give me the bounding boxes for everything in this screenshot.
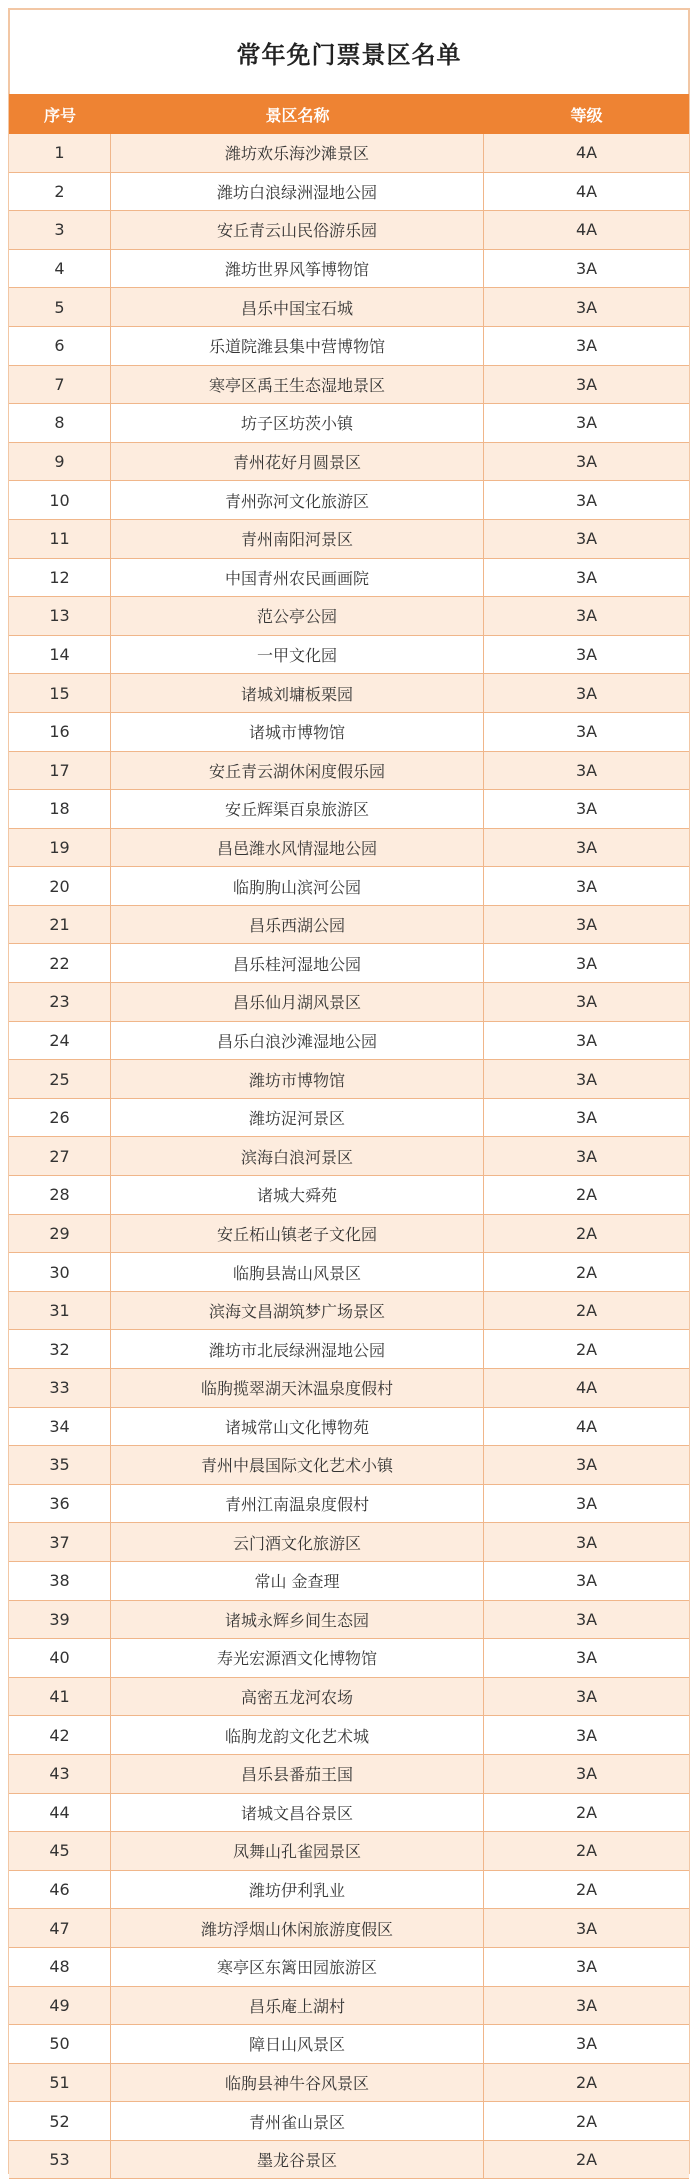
row-index: 47 <box>9 1909 111 1947</box>
row-index: 22 <box>9 944 111 982</box>
row-index: 28 <box>9 1176 111 1214</box>
row-index: 14 <box>9 636 111 674</box>
table-row <box>9 790 689 829</box>
row-level: 3A <box>575 837 598 857</box>
row-level: 3A <box>575 452 598 472</box>
row-index: 20 <box>9 867 111 905</box>
row-scenic-name: 昌乐县番茄王国 <box>111 1755 484 1793</box>
table-row <box>9 1678 689 1717</box>
table-row <box>9 1832 689 1871</box>
row-scenic-name: 诸城大舜苑 <box>111 1176 484 1214</box>
row-index: 12 <box>9 559 111 597</box>
row-scenic-name: 青州江南温泉度假村 <box>111 1485 484 1523</box>
row-level: 3A <box>575 1069 598 1089</box>
table-row <box>9 327 689 366</box>
row-index: 37 <box>9 1523 111 1561</box>
column-header-index: 序号 <box>43 105 76 125</box>
row-index: 13 <box>9 597 111 635</box>
row-scenic-name: 常山 金查理 <box>111 1562 484 1600</box>
table-row <box>9 481 689 520</box>
row-scenic-name: 一甲文化园 <box>111 636 484 674</box>
table-row <box>9 636 689 675</box>
row-level: 3A <box>575 1687 598 1707</box>
row-scenic-name: 青州南阳河景区 <box>111 520 484 558</box>
row-scenic-name: 潍坊白浪绿洲湿地公园 <box>111 173 484 211</box>
row-scenic-name: 青州弥河文化旅游区 <box>111 481 484 519</box>
row-index: 50 <box>9 2025 111 2063</box>
column-header-level: 等级 <box>570 105 603 125</box>
row-index: 35 <box>9 1446 111 1484</box>
row-scenic-name: 诸城常山文化博物苑 <box>111 1408 484 1446</box>
row-scenic-name: 安丘柘山镇老子文化园 <box>111 1215 484 1253</box>
row-scenic-name: 云门酒文化旅游区 <box>111 1523 484 1561</box>
row-scenic-name: 高密五龙河农场 <box>111 1678 484 1716</box>
row-level: 3A <box>575 1918 598 1938</box>
row-index: 21 <box>9 906 111 944</box>
row-level: 3A <box>575 799 598 819</box>
table-row <box>9 2141 689 2180</box>
table-row <box>9 867 689 906</box>
row-scenic-name: 寒亭区禹王生态湿地景区 <box>111 366 484 404</box>
row-level: 2A <box>575 2150 598 2170</box>
table-row <box>9 366 689 405</box>
row-scenic-name: 诸城市博物馆 <box>111 713 484 751</box>
table-row <box>9 1215 689 1254</box>
row-level: 3A <box>575 1030 598 1050</box>
row-level: 3A <box>575 1957 598 1977</box>
row-level: 3A <box>575 1725 598 1745</box>
row-scenic-name: 潍坊市北辰绿洲湿地公园 <box>111 1330 484 1368</box>
row-scenic-name: 乐道院潍县集中营博物馆 <box>111 327 484 365</box>
row-level: 2A <box>575 2072 598 2092</box>
row-scenic-name: 青州中晨国际文化艺术小镇 <box>111 1446 484 1484</box>
table-row <box>9 1909 689 1948</box>
row-scenic-name: 凤舞山孔雀园景区 <box>111 1832 484 1870</box>
table-row <box>9 1562 689 1601</box>
table-row <box>9 983 689 1022</box>
row-index: 26 <box>9 1099 111 1137</box>
row-index: 30 <box>9 1253 111 1291</box>
row-level: 3A <box>575 1494 598 1514</box>
row-level: 3A <box>575 1609 598 1629</box>
row-level: 3A <box>575 1571 598 1591</box>
row-scenic-name: 昌乐仙月湖风景区 <box>111 983 484 1021</box>
row-scenic-name: 安丘青云湖休闲度假乐园 <box>111 752 484 790</box>
row-level: 3A <box>575 336 598 356</box>
row-scenic-name: 潍坊浞河景区 <box>111 1099 484 1137</box>
row-level: 4A <box>575 220 598 240</box>
table-row <box>9 1330 689 1369</box>
row-level: 3A <box>575 490 598 510</box>
table-row <box>9 713 689 752</box>
table-row <box>9 1099 689 1138</box>
row-scenic-name: 潍坊世界风筝博物馆 <box>111 250 484 288</box>
row-index: 11 <box>9 520 111 558</box>
row-level: 2A <box>575 1339 598 1359</box>
row-index: 53 <box>9 2141 111 2179</box>
row-scenic-name: 昌乐庵上湖村 <box>111 1987 484 2025</box>
row-scenic-name: 青州花好月圆景区 <box>111 443 484 481</box>
row-level: 2A <box>575 1223 598 1243</box>
table-row <box>9 250 689 289</box>
row-index: 41 <box>9 1678 111 1716</box>
table-row <box>9 944 689 983</box>
row-index: 33 <box>9 1369 111 1407</box>
row-scenic-name: 安丘青云山民俗游乐园 <box>111 211 484 249</box>
row-level: 3A <box>575 683 598 703</box>
row-index: 7 <box>9 366 111 404</box>
row-scenic-name: 范公亭公园 <box>111 597 484 635</box>
table-row <box>9 597 689 636</box>
column-header-name: 景区名称 <box>265 105 330 125</box>
row-index: 6 <box>9 327 111 365</box>
row-level: 3A <box>575 876 598 896</box>
row-level: 3A <box>575 760 598 780</box>
row-index: 43 <box>9 1755 111 1793</box>
table-row <box>9 1446 689 1485</box>
row-level: 4A <box>575 143 598 163</box>
row-index: 8 <box>9 404 111 442</box>
row-scenic-name: 障日山风景区 <box>111 2025 484 2063</box>
row-level: 3A <box>575 2034 598 2054</box>
row-index: 4 <box>9 250 111 288</box>
row-index: 2 <box>9 173 111 211</box>
row-index: 10 <box>9 481 111 519</box>
table-row <box>9 1601 689 1640</box>
row-index: 45 <box>9 1832 111 1870</box>
table-row <box>9 674 689 713</box>
table-row <box>9 1948 689 1987</box>
row-scenic-name: 墨龙谷景区 <box>111 2141 484 2179</box>
row-scenic-name: 诸城刘墉板栗园 <box>111 674 484 712</box>
table-row <box>9 752 689 791</box>
table-row <box>9 1755 689 1794</box>
row-index: 31 <box>9 1292 111 1330</box>
row-scenic-name: 诸城永辉乡间生态园 <box>111 1601 484 1639</box>
row-scenic-name: 昌乐桂河湿地公园 <box>111 944 484 982</box>
row-scenic-name: 寿光宏源酒文化博物馆 <box>111 1639 484 1677</box>
row-scenic-name: 青州雀山景区 <box>111 2102 484 2140</box>
row-level: 3A <box>575 1764 598 1784</box>
table-row <box>9 1369 689 1408</box>
table-row <box>9 1137 689 1176</box>
row-index: 15 <box>9 674 111 712</box>
row-index: 19 <box>9 829 111 867</box>
row-index: 32 <box>9 1330 111 1368</box>
row-index: 18 <box>9 790 111 828</box>
row-index: 34 <box>9 1408 111 1446</box>
row-index: 27 <box>9 1137 111 1175</box>
row-level: 3A <box>575 259 598 279</box>
row-scenic-name: 中国青州农民画画院 <box>111 559 484 597</box>
table-row <box>9 211 689 250</box>
row-index: 39 <box>9 1601 111 1639</box>
table-row <box>9 173 689 212</box>
row-level: 3A <box>575 567 598 587</box>
table-body <box>9 134 689 2179</box>
row-index: 51 <box>9 2064 111 2102</box>
table-row <box>9 1408 689 1447</box>
table-row <box>9 2064 689 2103</box>
table-row <box>9 906 689 945</box>
row-scenic-name: 滨海白浪河景区 <box>111 1137 484 1175</box>
row-scenic-name: 滨海文昌湖筑梦广场景区 <box>111 1292 484 1330</box>
row-index: 25 <box>9 1060 111 1098</box>
row-index: 17 <box>9 752 111 790</box>
row-scenic-name: 临朐龙韵文化艺术城 <box>111 1716 484 1754</box>
row-scenic-name: 昌乐白浪沙滩湿地公园 <box>111 1022 484 1060</box>
table-row <box>9 1987 689 2026</box>
table-row <box>9 1176 689 1215</box>
table-row <box>9 404 689 443</box>
row-index: 52 <box>9 2102 111 2140</box>
row-scenic-name: 临朐县神牛谷风景区 <box>111 2064 484 2102</box>
row-level: 2A <box>575 1841 598 1861</box>
row-index: 23 <box>9 983 111 1021</box>
row-level: 2A <box>575 1185 598 1205</box>
row-index: 46 <box>9 1871 111 1909</box>
table-row <box>9 1794 689 1833</box>
row-index: 44 <box>9 1794 111 1832</box>
row-level: 3A <box>575 953 598 973</box>
row-scenic-name: 临朐朐山滨河公园 <box>111 867 484 905</box>
table-row <box>9 2025 689 2064</box>
row-scenic-name: 昌乐西湖公园 <box>111 906 484 944</box>
row-level: 3A <box>575 374 598 394</box>
row-level: 2A <box>575 1301 598 1321</box>
table-row <box>9 1253 689 1292</box>
row-scenic-name: 潍坊浮烟山休闲旅游度假区 <box>111 1909 484 1947</box>
row-level: 3A <box>575 1146 598 1166</box>
table-row <box>9 1022 689 1061</box>
row-level: 3A <box>575 1648 598 1668</box>
table-row <box>9 2102 689 2141</box>
row-level: 4A <box>575 181 598 201</box>
table-row <box>9 1060 689 1099</box>
row-level: 3A <box>575 529 598 549</box>
row-level: 3A <box>575 1532 598 1552</box>
table-row <box>9 1871 689 1910</box>
row-level: 3A <box>575 413 598 433</box>
row-scenic-name: 潍坊市博物馆 <box>111 1060 484 1098</box>
row-level: 3A <box>575 297 598 317</box>
row-level: 2A <box>575 1802 598 1822</box>
row-level: 3A <box>575 606 598 626</box>
row-scenic-name: 寒亭区东篱田园旅游区 <box>111 1948 484 1986</box>
row-level: 4A <box>575 1416 598 1436</box>
row-scenic-name: 昌邑潍水风情湿地公园 <box>111 829 484 867</box>
row-level: 4A <box>575 1378 598 1398</box>
row-level: 3A <box>575 1995 598 2015</box>
row-index: 42 <box>9 1716 111 1754</box>
table-row <box>9 1523 689 1562</box>
row-scenic-name: 临朐县嵩山风景区 <box>111 1253 484 1291</box>
scenic-spot-table <box>9 94 689 2179</box>
row-scenic-name: 临朐揽翠湖天沐温泉度假村 <box>111 1369 484 1407</box>
table-row <box>9 520 689 559</box>
table-row <box>9 1292 689 1331</box>
row-index: 49 <box>9 1987 111 2025</box>
row-index: 38 <box>9 1562 111 1600</box>
table-row <box>9 829 689 868</box>
page-title: 常年免门票景区名单 <box>236 40 462 69</box>
row-scenic-name: 昌乐中国宝石城 <box>111 288 484 326</box>
row-index: 36 <box>9 1485 111 1523</box>
row-index: 3 <box>9 211 111 249</box>
table-row <box>9 443 689 482</box>
table-row <box>9 1639 689 1678</box>
row-index: 9 <box>9 443 111 481</box>
row-level: 2A <box>575 1880 598 1900</box>
row-level: 3A <box>575 1108 598 1128</box>
row-scenic-name: 坊子区坊茨小镇 <box>111 404 484 442</box>
row-index: 24 <box>9 1022 111 1060</box>
row-scenic-name: 潍坊欢乐海沙滩景区 <box>111 134 484 172</box>
table-header-row <box>9 94 689 134</box>
row-index: 5 <box>9 288 111 326</box>
table-row <box>9 559 689 598</box>
row-scenic-name: 安丘辉渠百泉旅游区 <box>111 790 484 828</box>
row-index: 40 <box>9 1639 111 1677</box>
row-index: 29 <box>9 1215 111 1253</box>
table-row <box>9 1716 689 1755</box>
row-index: 48 <box>9 1948 111 1986</box>
table-row <box>9 1485 689 1524</box>
row-level: 3A <box>575 992 598 1012</box>
row-level: 3A <box>575 645 598 665</box>
list-card <box>8 8 690 2174</box>
row-index: 1 <box>9 134 111 172</box>
row-level: 2A <box>575 1262 598 1282</box>
row-index: 16 <box>9 713 111 751</box>
row-level: 3A <box>575 722 598 742</box>
row-scenic-name: 潍坊伊利乳业 <box>111 1871 484 1909</box>
row-level: 3A <box>575 1455 598 1475</box>
row-level: 2A <box>575 2111 598 2131</box>
table-row <box>9 288 689 327</box>
row-scenic-name: 诸城文昌谷景区 <box>111 1794 484 1832</box>
row-level: 3A <box>575 915 598 935</box>
table-row <box>9 134 689 173</box>
